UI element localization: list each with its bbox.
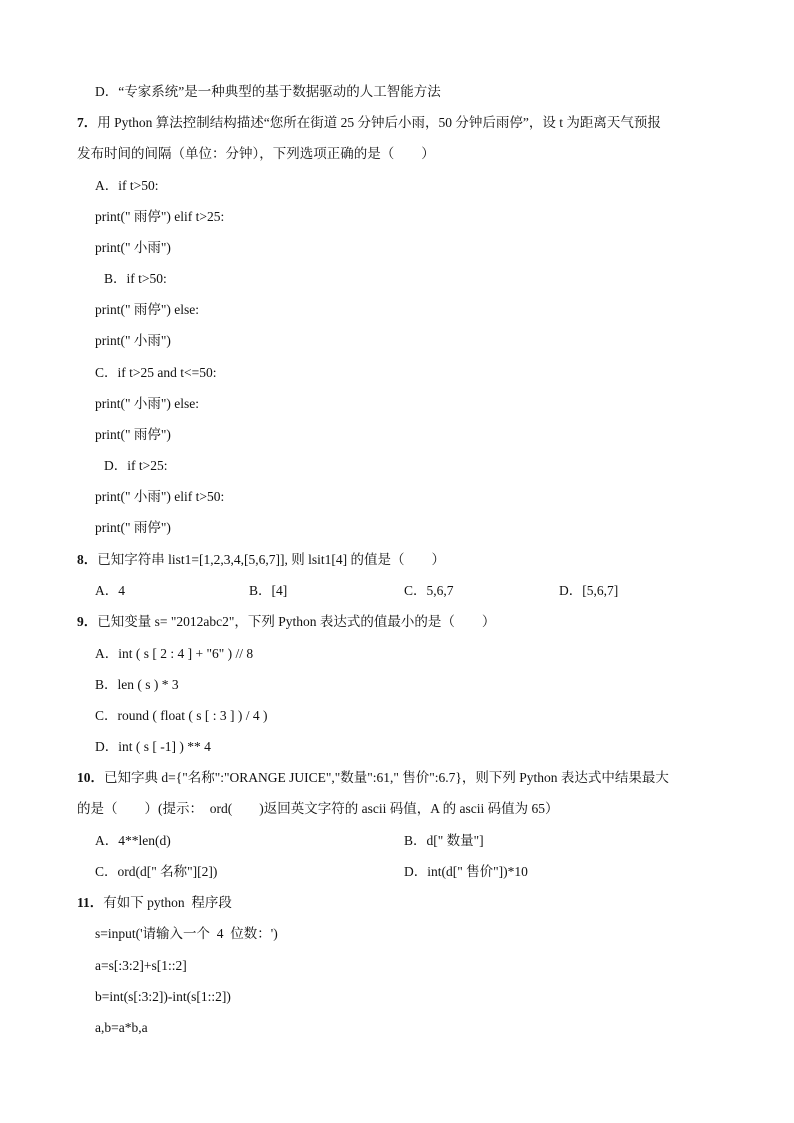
- q9-stem: [77, 613, 495, 631]
- q11-stem: [77, 894, 232, 912]
- q7-option-b: B．if t>50:: [104, 271, 167, 286]
- q9-option-c: C．round ( float ( s [ : 3 ] ) / 4 ): [95, 708, 268, 723]
- code-line: print(" 小雨") else:: [95, 396, 199, 411]
- code-line: print(" 小雨") elif t>50:: [95, 489, 225, 504]
- code-line: s=input('请输入一个 4 位数：'): [95, 926, 278, 941]
- q7-stem-line1: [77, 114, 661, 132]
- q9-option-a: A．int ( s [ 2 : 4 ] + "6" ) // 8: [95, 646, 254, 661]
- code-line: print(" 雨停") elif t>25:: [95, 209, 225, 224]
- q7-option-d: D．if t>25:: [104, 458, 168, 473]
- code-line: print(" 小雨"): [95, 240, 171, 255]
- q9-option-d: D．int ( s [ -1] ) ** 4: [95, 739, 211, 754]
- q10-stem-line1: [77, 769, 669, 787]
- question-number: 8．: [77, 552, 98, 567]
- q7-stem-line2: 发布时间的间隔（单位：分钟），下列选项正确的是（ ）: [77, 146, 435, 161]
- code-line: a,b=a*b,a: [95, 1020, 148, 1035]
- q10-option-b: B．d[" 数量"]: [404, 833, 484, 848]
- question-text: 已知变量 s= "2012abc2"，下列 Python 表达式的值最小的是（ ）: [97, 614, 496, 629]
- question-text: 用 Python 算法控制结构描述“您所在街道 25 分钟后小雨，50 分钟后雨停”，设 t 为距离天气预报: [97, 115, 661, 130]
- question-text: 已知字典 d={"名称":"ORANGE JUICE","数量":61," 售价":6.7}，则下列 Python 表达式中结果最大: [104, 770, 669, 785]
- q7-option-a: A．if t>50:: [95, 178, 159, 193]
- code-line: a=s[:3:2]+s[1::2]: [95, 958, 187, 973]
- question-number: 11．: [77, 895, 104, 910]
- question-text: 有如下 python 程序段: [103, 895, 232, 910]
- q10-option-a: A．4**len(d): [95, 833, 171, 848]
- question-number: 10．: [77, 770, 104, 785]
- q8-option-c: C．5,6,7: [404, 583, 454, 598]
- q9-option-b: B．len ( s ) * 3: [95, 677, 179, 692]
- q7-option-c: C．if t>25 and t<=50:: [95, 365, 217, 380]
- question-number: 7．: [77, 115, 98, 130]
- question-text: 已知字符串 list1=[1,2,3,4,[5,6,7]], 则 lsit1[4] 的值是（ ）: [97, 552, 445, 567]
- q6-option-d: D．“专家系统”是一种典型的基于数据驱动的人工智能方法: [95, 84, 441, 99]
- q10-option-d: D．int(d[" 售价"])*10: [404, 864, 528, 879]
- code-line: print(" 雨停"): [95, 427, 171, 442]
- code-line: print(" 小雨"): [95, 333, 171, 348]
- question-number: 9．: [77, 614, 98, 629]
- q8-stem: [77, 551, 445, 569]
- q8-option-a: A．4: [95, 583, 125, 598]
- code-line: b=int(s[:3:2])-int(s[1::2]): [95, 989, 231, 1004]
- code-line: print(" 雨停") else:: [95, 302, 199, 317]
- q10-stem-line2: 的是（ ）(提示： ord( )返回英文字符的 ascii 码值，A 的 ascii 码值为 65）: [77, 801, 559, 816]
- code-line: print(" 雨停"): [95, 520, 171, 535]
- q8-option-b: B．[4]: [249, 583, 288, 598]
- q10-option-c: C．ord(d[" 名称"][2]): [95, 864, 218, 879]
- q8-option-d: D．[5,6,7]: [559, 583, 619, 598]
